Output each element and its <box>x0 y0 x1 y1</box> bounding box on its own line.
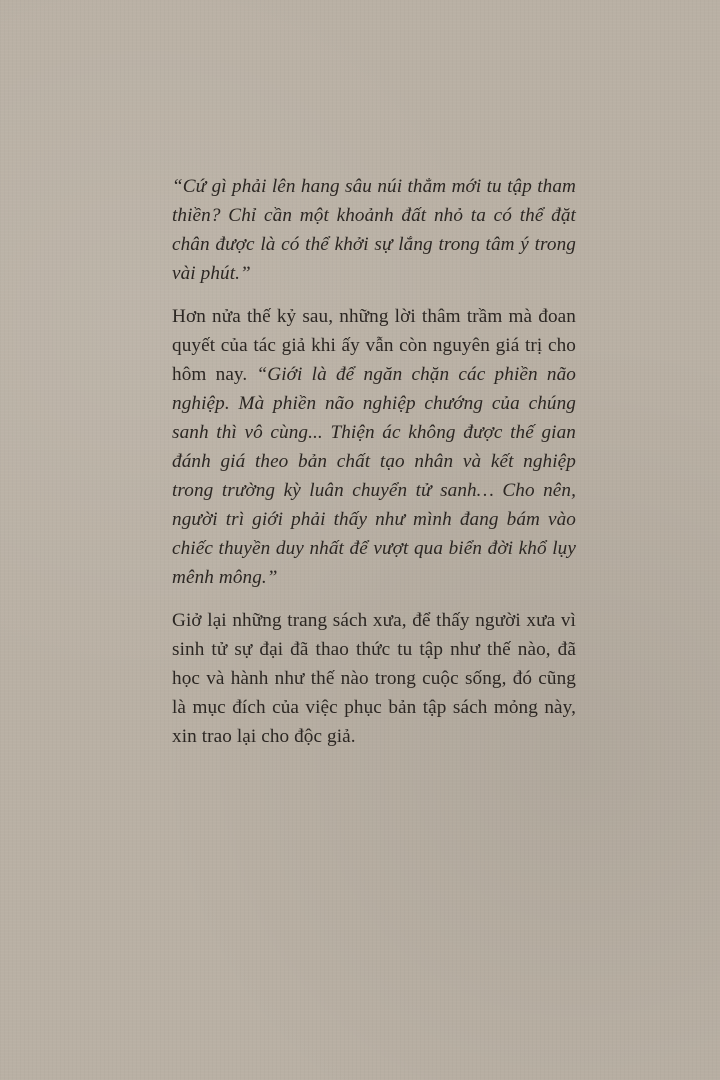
commentary-quote-text: “Giới là để ngăn chặn các phiền não nghiệp. Mà phiền não nghiệp chướng của chúng sanh thì vô cùng... Thiện ác không được thế gian đánh giá theo bản chất tạo nhân và kết nghiệp trong trường kỳ luân chuyển tử sanh… Cho nên, người trì giới phải thấy như mình đang bám vào chiếc thuyền duy nhất để vượt qua biển đời khổ lụy mênh mông.” <box>172 364 576 588</box>
commentary-lead-text: Hơn nửa thế kỷ sau, những lời thâm trầm mà đoan quyết của tác giả khi ấy vẫn còn nguyên giá trị cho hôm nay. <box>172 306 576 385</box>
opening-quote-paragraph: “Cứ gì phải lên hang sâu núi thẳm mới tu tập tham thiền? Chỉ cần một khoảnh đất nhỏ ta có thể đặt chân được là có thể khởi sự lắng trong tâm ý trong vài phút.” <box>172 176 576 284</box>
closing-paragraph: Giở lại những trang sách xưa, để thấy người xưa vì sinh tử sự đại đã thao thức tu tập như thế nào, đã học và hành như thế nào trong cuộc sống, đó cũng là mục đích của việc phục bản tập sách mỏng này, xin trao lại cho độc giả. <box>172 610 576 747</box>
book-page <box>172 172 576 751</box>
commentary-paragraph <box>172 302 576 592</box>
